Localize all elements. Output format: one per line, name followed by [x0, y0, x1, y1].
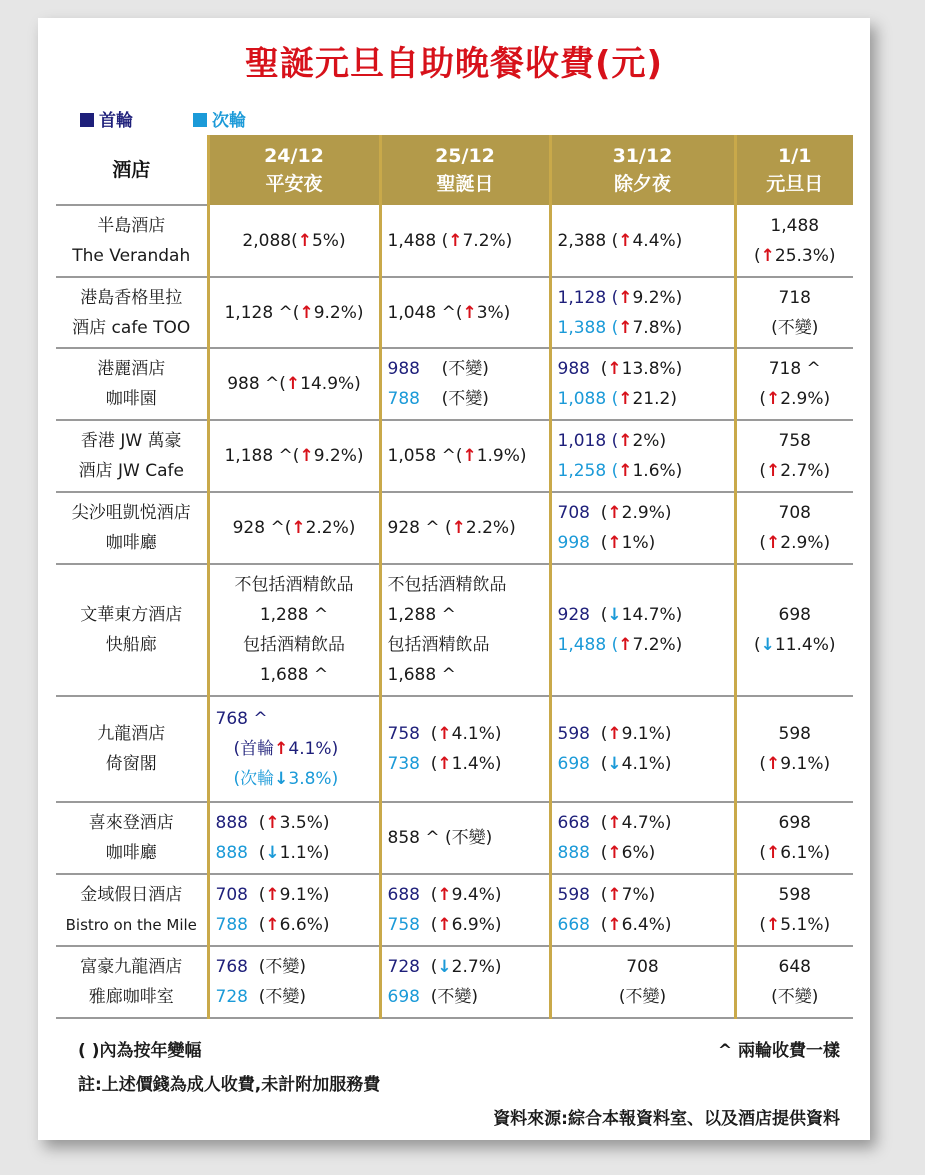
- hotel-name-cell: 港麗酒店 咖啡園: [56, 348, 208, 420]
- arrow-up-icon: ↑: [618, 461, 633, 481]
- arrow-up-icon: ↑: [618, 431, 633, 451]
- arrow-up-icon: ↑: [451, 518, 466, 538]
- table-row: [56, 564, 853, 696]
- hotel-name-cell: 富豪九龍酒店 雅廊咖啡室: [56, 946, 208, 1018]
- arrow-up-icon: ↑: [299, 446, 314, 466]
- price-cell-31-12: 598 (↑9.1%) 698 (↓4.1%): [550, 696, 735, 802]
- arrow-up-icon: ↑: [265, 885, 280, 905]
- price-cell-25-12: 1,048 ^(↑3%): [380, 277, 550, 348]
- price-cell-1-1: 708 (↑2.9%): [735, 492, 853, 564]
- arrow-up-icon: ↑: [618, 389, 633, 409]
- price-cell-25-12: 758 (↑4.1%) 738 (↑1.4%): [380, 696, 550, 802]
- hotel-name-cell: 港島香格里拉 酒店 cafe TOO: [56, 277, 208, 348]
- price-cell-24-12: 768 (不變) 728 (不變): [208, 946, 380, 1018]
- price-table: [56, 135, 853, 1019]
- price-cell-24-12: 1,128 ^(↑9.2%): [208, 277, 380, 348]
- arrow-up-icon: ↑: [274, 739, 289, 759]
- arrow-up-icon: ↑: [618, 635, 633, 655]
- legend-second-round: 次輪: [193, 106, 246, 131]
- arrow-up-icon: ↑: [766, 389, 781, 409]
- arrow-down-icon: ↓: [607, 605, 622, 625]
- arrow-up-icon: ↑: [462, 446, 477, 466]
- price-cell-24-12: 1,188 ^(↑9.2%): [208, 420, 380, 492]
- price-cell-25-12: 728 (↓2.7%) 698 (不變): [380, 946, 550, 1018]
- price-cell-1-1: 698 (↓11.4%): [735, 564, 853, 696]
- arrow-up-icon: ↑: [607, 503, 622, 523]
- arrow-up-icon: ↑: [607, 885, 622, 905]
- price-cell-25-12: 928 ^ (↑2.2%): [380, 492, 550, 564]
- price-cell-1-1: 718 ^ (↑2.9%): [735, 348, 853, 420]
- footnote-caret: ^ 兩輪收費一樣: [717, 1041, 840, 1061]
- price-cell-31-12: 708 (不變): [550, 946, 735, 1018]
- arrow-down-icon: ↓: [274, 769, 289, 789]
- hotel-name-cell: 金域假日酒店 Bistro on the Mile: [56, 874, 208, 946]
- arrow-down-icon: ↓: [265, 843, 280, 863]
- arrow-up-icon: ↑: [607, 813, 622, 833]
- price-cell-1-1: 698 (↑6.1%): [735, 802, 853, 874]
- hotel-name-cell: 半島酒店 The Verandah: [56, 205, 208, 277]
- price-cell-25-12: 1,058 ^(↑1.9%): [380, 420, 550, 492]
- price-cell-31-12: 708 (↑2.9%) 998 (↑1%): [550, 492, 735, 564]
- arrow-up-icon: ↑: [607, 724, 622, 744]
- price-cell-24-12: 928 ^(↑2.2%): [208, 492, 380, 564]
- price-cell-31-12: 1,018 (↑2%) 1,258 (↑1.6%): [550, 420, 735, 492]
- arrow-up-icon: ↑: [607, 359, 622, 379]
- column-header-31-12: 31/12 除夕夜: [550, 135, 735, 205]
- table-row: [56, 348, 853, 420]
- source-note: 資料來源:綜合本報資料室、以及酒店提供資料: [493, 1109, 840, 1129]
- arrow-up-icon: ↑: [607, 843, 622, 863]
- arrow-down-icon: ↓: [437, 957, 452, 977]
- arrow-up-icon: ↑: [265, 915, 280, 935]
- price-cell-31-12: 598 (↑7%) 668 (↑6.4%): [550, 874, 735, 946]
- price-cell-24-12: 988 ^(↑14.9%): [208, 348, 380, 420]
- price-cell-25-12: 988 (不變) 788 (不變): [380, 348, 550, 420]
- infographic-card: [38, 18, 870, 1140]
- arrow-up-icon: ↑: [607, 533, 622, 553]
- legend-first-round: 首輪: [80, 106, 133, 131]
- hotel-name-cell: 尖沙咀凱悦酒店 咖啡廳: [56, 492, 208, 564]
- arrow-up-icon: ↑: [766, 533, 781, 553]
- arrow-down-icon: ↓: [607, 754, 622, 774]
- arrow-up-icon: ↑: [299, 302, 314, 323]
- hotel-name-cell: 文華東方酒店 快船廊: [56, 564, 208, 696]
- arrow-up-icon: ↑: [766, 754, 781, 774]
- arrow-up-icon: ↑: [297, 230, 312, 251]
- table-row: [56, 420, 853, 492]
- price-cell-1-1: 598 (↑5.1%): [735, 874, 853, 946]
- column-header-1-1: 1/1 元旦日: [735, 135, 853, 205]
- hotel-name-cell: 喜來登酒店 咖啡廳: [56, 802, 208, 874]
- arrow-up-icon: ↑: [462, 302, 477, 323]
- price-cell-24-12: 888 (↑3.5%) 888 (↓1.1%): [208, 802, 380, 874]
- price-cell-24-12: 2,088(↑5%): [208, 205, 380, 277]
- arrow-up-icon: ↑: [291, 518, 306, 538]
- table-row: [56, 277, 853, 348]
- table-row: [56, 874, 853, 946]
- table-row: [56, 492, 853, 564]
- price-cell-25-12: 688 (↑9.4%) 758 (↑6.9%): [380, 874, 550, 946]
- arrow-up-icon: ↑: [285, 374, 301, 394]
- header-row: [56, 135, 853, 205]
- price-cell-31-12: 1,128 (↑9.2%) 1,388 (↑7.8%): [550, 277, 735, 348]
- arrow-up-icon: ↑: [437, 915, 452, 935]
- arrow-up-icon: ↑: [437, 724, 452, 744]
- hotel-name-cell: 九龍酒店 倚窗閣: [56, 696, 208, 802]
- arrow-up-icon: ↑: [607, 915, 622, 935]
- price-cell-24-12: 不包括酒精飲品 1,288 ^ 包括酒精飲品 1,688 ^: [208, 564, 380, 696]
- table-row: [56, 205, 853, 277]
- arrow-up-icon: ↑: [265, 813, 280, 833]
- footnote-brackets: ( )內為按年變幅: [78, 1041, 202, 1061]
- price-cell-24-12: 768 ^ (首輪↑4.1%) (次輪↓3.8%): [208, 696, 380, 802]
- price-cell-1-1: 1,488 (↑25.3%): [735, 205, 853, 277]
- arrow-up-icon: ↑: [618, 317, 633, 338]
- column-header-24-12: 24/12 平安夜: [208, 135, 380, 205]
- table-row: [56, 696, 853, 802]
- price-cell-31-12: 668 (↑4.7%) 888 (↑6%): [550, 802, 735, 874]
- column-header-25-12: 25/12 聖誕日: [380, 135, 550, 205]
- price-cell-25-12: 858 ^ (不變): [380, 802, 550, 874]
- price-cell-1-1: 758 (↑2.7%): [735, 420, 853, 492]
- arrow-up-icon: ↑: [766, 915, 781, 935]
- price-cell-31-12: 2,388 (↑4.4%): [550, 205, 735, 277]
- arrow-up-icon: ↑: [618, 230, 633, 251]
- light-blue-square-icon: [193, 113, 207, 127]
- price-cell-31-12: 928 (↓14.7%) 1,488 (↑7.2%): [550, 564, 735, 696]
- arrow-down-icon: ↓: [760, 635, 775, 655]
- price-cell-1-1: 598 (↑9.1%): [735, 696, 853, 802]
- dark-blue-square-icon: [80, 113, 94, 127]
- arrow-up-icon: ↑: [437, 754, 452, 774]
- hotel-name-cell: 香港 JW 萬豪 酒店 JW Cafe: [56, 420, 208, 492]
- table-row: [56, 802, 853, 874]
- price-cell-25-12: 1,488 (↑7.2%): [380, 205, 550, 277]
- hotel-column-header: 酒店: [56, 135, 208, 205]
- footnote-adult-price: 註:上述價錢為成人收費,未計附加服務費: [78, 1075, 381, 1095]
- price-cell-31-12: 988 (↑13.8%) 1,088 (↑21.2): [550, 348, 735, 420]
- price-cell-1-1: 718 (不變): [735, 277, 853, 348]
- price-cell-25-12: 不包括酒精飲品 1,288 ^ 包括酒精飲品 1,688 ^: [380, 564, 550, 696]
- page-title: 聖誕元旦自助晚餐收費(元): [244, 44, 664, 84]
- arrow-up-icon: ↑: [448, 230, 463, 251]
- arrow-up-icon: ↑: [760, 245, 775, 266]
- price-cell-24-12: 708 (↑9.1%) 788 (↑6.6%): [208, 874, 380, 946]
- arrow-up-icon: ↑: [766, 843, 781, 863]
- arrow-up-icon: ↑: [437, 885, 452, 905]
- price-cell-1-1: 648 (不變): [735, 946, 853, 1018]
- arrow-up-icon: ↑: [766, 461, 781, 481]
- table-row: [56, 946, 853, 1018]
- arrow-up-icon: ↑: [618, 287, 633, 308]
